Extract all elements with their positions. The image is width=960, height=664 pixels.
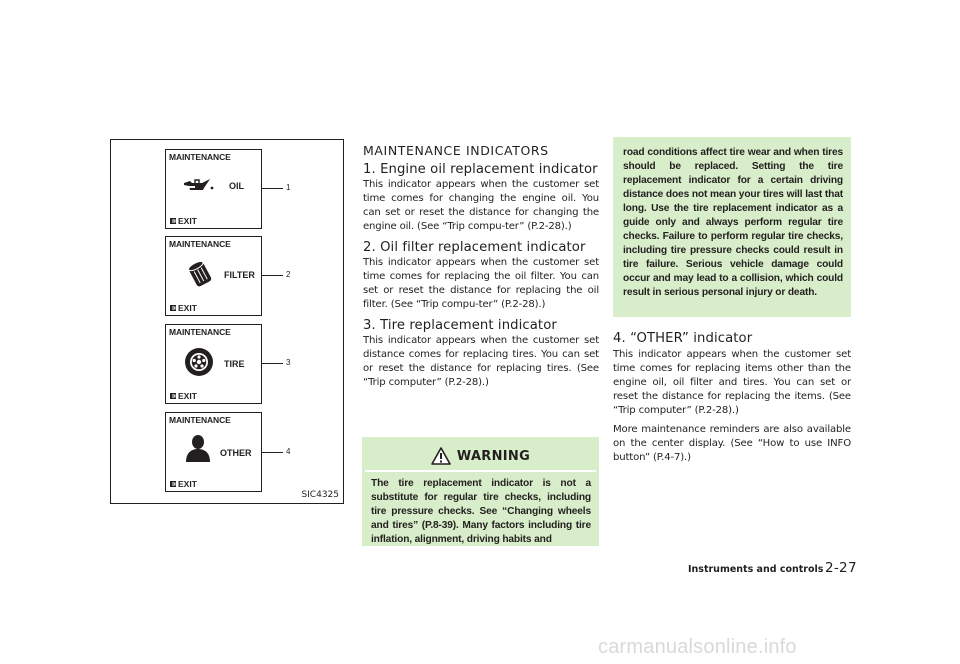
panel-label: OIL <box>229 181 244 191</box>
page-number: 2-27 <box>825 560 857 576</box>
panel-title: MAINTENANCE <box>169 415 231 425</box>
warning-text-block-continued <box>623 146 843 300</box>
warning-triangle-icon <box>431 447 451 465</box>
exit-label: EXIT <box>178 216 197 226</box>
callout-line-3 <box>262 363 283 364</box>
tire-icon <box>184 347 214 377</box>
exit-label: EXIT <box>178 479 197 489</box>
enter-key-icon <box>169 480 177 488</box>
panel-title: MAINTENANCE <box>169 152 231 162</box>
paragraph-tire-indicator: This indicator appears when the customer set distance comes for replacing tires. You can set or reset the distance for replacing tires. (See “Trip computer” (P.2-28).) <box>363 335 599 388</box>
callout-number-3: 3 <box>286 358 291 367</box>
exit-label: EXIT <box>178 303 197 313</box>
maintenance-panel-tire <box>165 324 262 404</box>
maintenance-panel-oil <box>165 149 262 229</box>
maintenance-panel-filter <box>165 236 262 316</box>
column-right <box>613 331 851 465</box>
warning-divider <box>365 470 596 472</box>
oil-can-icon <box>182 178 216 194</box>
exit-hint <box>169 479 197 489</box>
callout-number-1: 1 <box>286 183 291 192</box>
panel-label: TIRE <box>224 359 245 369</box>
enter-key-icon <box>169 392 177 400</box>
paragraph-other-indicator: This indicator appears when the customer set time comes for replacing items other than the engine oil, oil filter and tires. You can set or reset the distance for replacing the items. (See “Trip computer” (P.2-28).) <box>613 349 851 416</box>
person-icon <box>185 433 211 463</box>
heading-filter-indicator: 2. Oil filter replacement indicator <box>363 240 586 255</box>
column-middle <box>363 143 599 390</box>
oil-filter-icon <box>185 259 215 289</box>
callout-line-1 <box>262 188 283 189</box>
exit-label: EXIT <box>178 391 197 401</box>
maintenance-panel-other <box>165 412 262 492</box>
heading-oil-indicator: 1. Engine oil replacement indicator <box>363 162 598 177</box>
figure-code: SIC4325 <box>301 490 339 500</box>
exit-hint <box>169 391 197 401</box>
warning-header <box>362 446 599 466</box>
warning-title: WARNING <box>456 448 531 464</box>
callout-number-2: 2 <box>286 270 291 279</box>
callout-line-2 <box>262 275 283 276</box>
watermark: carmanualsonline.info <box>598 636 797 658</box>
paragraph-filter-indicator: This indicator appears when the customer set time comes for replacing the oil filter. You can set or reset the distance for replacing the oil filter. (See “Trip compu-ter” (P.2-28).) <box>363 257 599 310</box>
heading-tire-indicator: 3. Tire replacement indicator <box>363 318 557 333</box>
paragraph-oil-indicator: This indicator appears when the customer set time comes for changing the engine oil. You can set or reset the distance for changing the engine oil. (See “Trip compu-ter” (P.2-28).) <box>363 179 599 232</box>
panel-label: OTHER <box>220 448 252 458</box>
heading-other-indicator: 4. “OTHER” indicator <box>613 331 753 346</box>
enter-key-icon <box>169 304 177 312</box>
footer-section-name: Instruments and controls <box>688 564 824 575</box>
enter-key-icon <box>169 217 177 225</box>
warning-text-part1: The tire replacement indicator is not a substitute for regular tire checks, including tire pressure checks. See “Changing wheels and tires” (P.8-39). Many factors including tire inflation, alignment, driving habits and <box>371 478 591 545</box>
panel-title: MAINTENANCE <box>169 327 231 337</box>
figure-maintenance-screens <box>110 139 344 504</box>
section-title: MAINTENANCE INDICATORS <box>363 143 549 158</box>
exit-hint <box>169 303 197 313</box>
warning-text-part2: road conditions affect tire wear and when tires should be replaced. Setting the tire replacement indicator for a certain driving distance does not mean your tires will last that long. Use the tire replacement indicator as a guide only and always perform regular tire checks. Failure to perform regular tire checks, including tire pressure checks could result in tire failure. Serious vehicle damage could occur and may lead to a collision, which could result in serious personal injury or death. <box>623 147 843 298</box>
warning-text-block <box>371 477 591 547</box>
warning-box-continued <box>613 137 851 317</box>
panel-title: MAINTENANCE <box>169 239 231 249</box>
exit-hint <box>169 216 197 226</box>
callout-number-4: 4 <box>286 447 291 456</box>
callout-line-4 <box>262 452 283 453</box>
panel-label: FILTER <box>224 270 255 280</box>
warning-box <box>362 437 599 546</box>
paragraph-more-reminders: More maintenance reminders are also available on the center display. (See “How to use INFO button” (P.4-7).) <box>613 424 851 463</box>
